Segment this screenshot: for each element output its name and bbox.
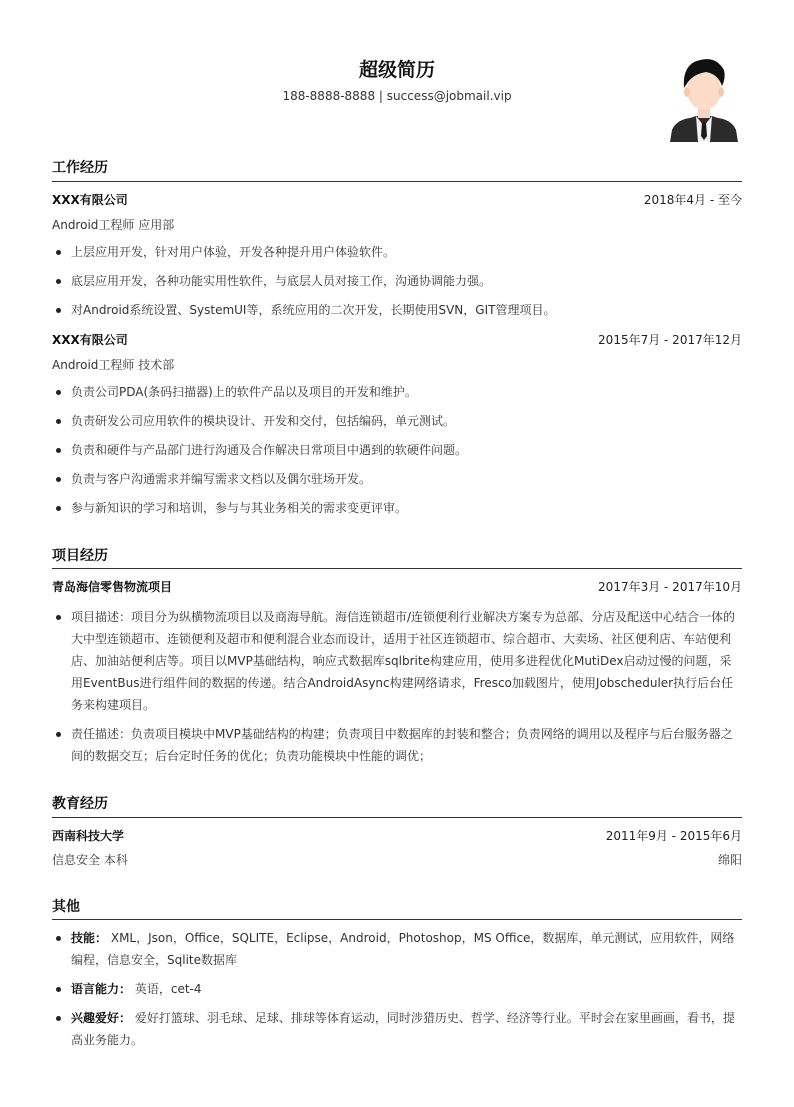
- list-item: 上层应用开发，针对用户体验，开发各种提升用户体验软件。: [56, 241, 742, 263]
- list-item: 负责公司PDA(条码扫描器)上的软件产品以及项目的开发和维护。: [56, 381, 742, 403]
- job-role: Android工程师 技术部: [52, 358, 175, 372]
- job-date: 2018年4月 - 至今: [643, 193, 742, 207]
- bullet-dot: [56, 1016, 61, 1021]
- contact-line: 188-8888-8888 | success@jobmail.vip: [282, 89, 512, 103]
- list-item: 参与新知识的学习和培训，参与与其业务相关的需求变更评审。: [56, 497, 742, 519]
- school-name: 西南科技大学: [52, 829, 125, 843]
- bullet-dot: [56, 448, 61, 453]
- bullet-dot: [56, 250, 61, 255]
- skill-label: 技能：: [71, 931, 108, 945]
- bullet-dot: [56, 279, 61, 284]
- list-item: 项目描述：项目分为纵横物流项目以及商海导航。海信连锁超市/连锁便利行业解决方案专为总部、分店及配送中心结合一体的大中型连锁超市、连锁便利及超市和便利混合业态而设计，适用于社区连锁超市、综合超市、大卖场、社区便利店、车站便利店、加油站便利店等。项目以MVP基础结构，响应式数据库sqlbrite构建应用，使用多进程优化MutiDex启动过慢的问题，采用EventBus进行组件间的数据的传递。结合AndroidAsync构建网络请求，Fresco加载图片，使用Jobscheduler执行后台任务来构建项目。: [56, 606, 742, 716]
- section-title-other: 其他: [52, 899, 80, 915]
- list-item: 对Android系统设置、SystemUI等，系统应用的二次开发，长期使用SVN，GIT管理项目。: [56, 299, 742, 321]
- list-item: 语言能力： 英语，cet-4: [56, 978, 742, 1000]
- bullet-dot: [56, 615, 61, 620]
- list-item: 底层应用开发，各种功能实用性软件，与底层人员对接工作，沟通协调能力强。: [56, 270, 742, 292]
- list-item: 负责研发公司应用软件的模块设计、开发和交付，包括编码，单元测试。: [56, 410, 742, 432]
- project-date: 2017年3月 - 2017年10月: [598, 580, 742, 594]
- job-role: Android工程师 应用部: [52, 218, 175, 232]
- section-title-project: 项目经历: [52, 548, 108, 564]
- section-divider: [52, 568, 742, 569]
- resume-name: 超级简历: [358, 59, 435, 81]
- project-name: 青岛海信零售物流项目: [52, 580, 173, 594]
- city: 绵阳: [717, 853, 742, 867]
- section-divider: [52, 919, 742, 920]
- education-date: 2011年9月 - 2015年6月: [605, 829, 742, 843]
- list-item: 兴趣爱好： 爱好打篮球、羽毛球、足球、排球等体育运动，同时涉猎历史、哲学、经济等行业。平时会在家里画画，看书，提高业务能力。: [56, 1007, 742, 1051]
- job-date: 2015年7月 - 2017年12月: [598, 333, 742, 347]
- bullet-dot: [56, 477, 61, 482]
- language-label: 语言能力：: [71, 982, 132, 996]
- company-name: XXX有限公司: [52, 333, 128, 347]
- section-divider: [52, 181, 742, 182]
- avatar: [666, 52, 742, 142]
- bullet-dot: [56, 506, 61, 511]
- bullet-dot: [56, 308, 61, 313]
- section-divider: [52, 817, 742, 818]
- bullet-dot: [56, 732, 61, 737]
- list-item: 责任描述：负责项目模块中MVP基础结构的构建；负责项目中数据库的封装和整合；负责网络的调用以及程序与后台服务器之间的数据交互；后台定时任务的优化；负责功能模块中性能的调优；: [56, 723, 742, 767]
- list-item: 技能： XML，Json，Office，SQLITE，Eclipse，Android，Photoshop，MS Office，数据库，单元测试，应用软件，网络编程，信息安全，Sqlite数据库: [56, 927, 742, 971]
- bullet-dot: [56, 936, 61, 941]
- list-item: 负责和硬件与产品部门进行沟通及合作解决日常项目中遇到的软硬件问题。: [56, 439, 742, 461]
- section-title-education: 教育经历: [52, 796, 108, 812]
- bullet-dot: [56, 390, 61, 395]
- bullet-dot: [56, 987, 61, 992]
- hobby-label: 兴趣爱好：: [71, 1011, 132, 1025]
- list-item: 负责与客户沟通需求并编写需求文档以及偶尔驻场开发。: [56, 468, 742, 490]
- major: 信息安全 本科: [52, 853, 128, 867]
- section-title-work: 工作经历: [52, 160, 108, 176]
- company-name: XXX有限公司: [52, 193, 128, 207]
- bullet-dot: [56, 419, 61, 424]
